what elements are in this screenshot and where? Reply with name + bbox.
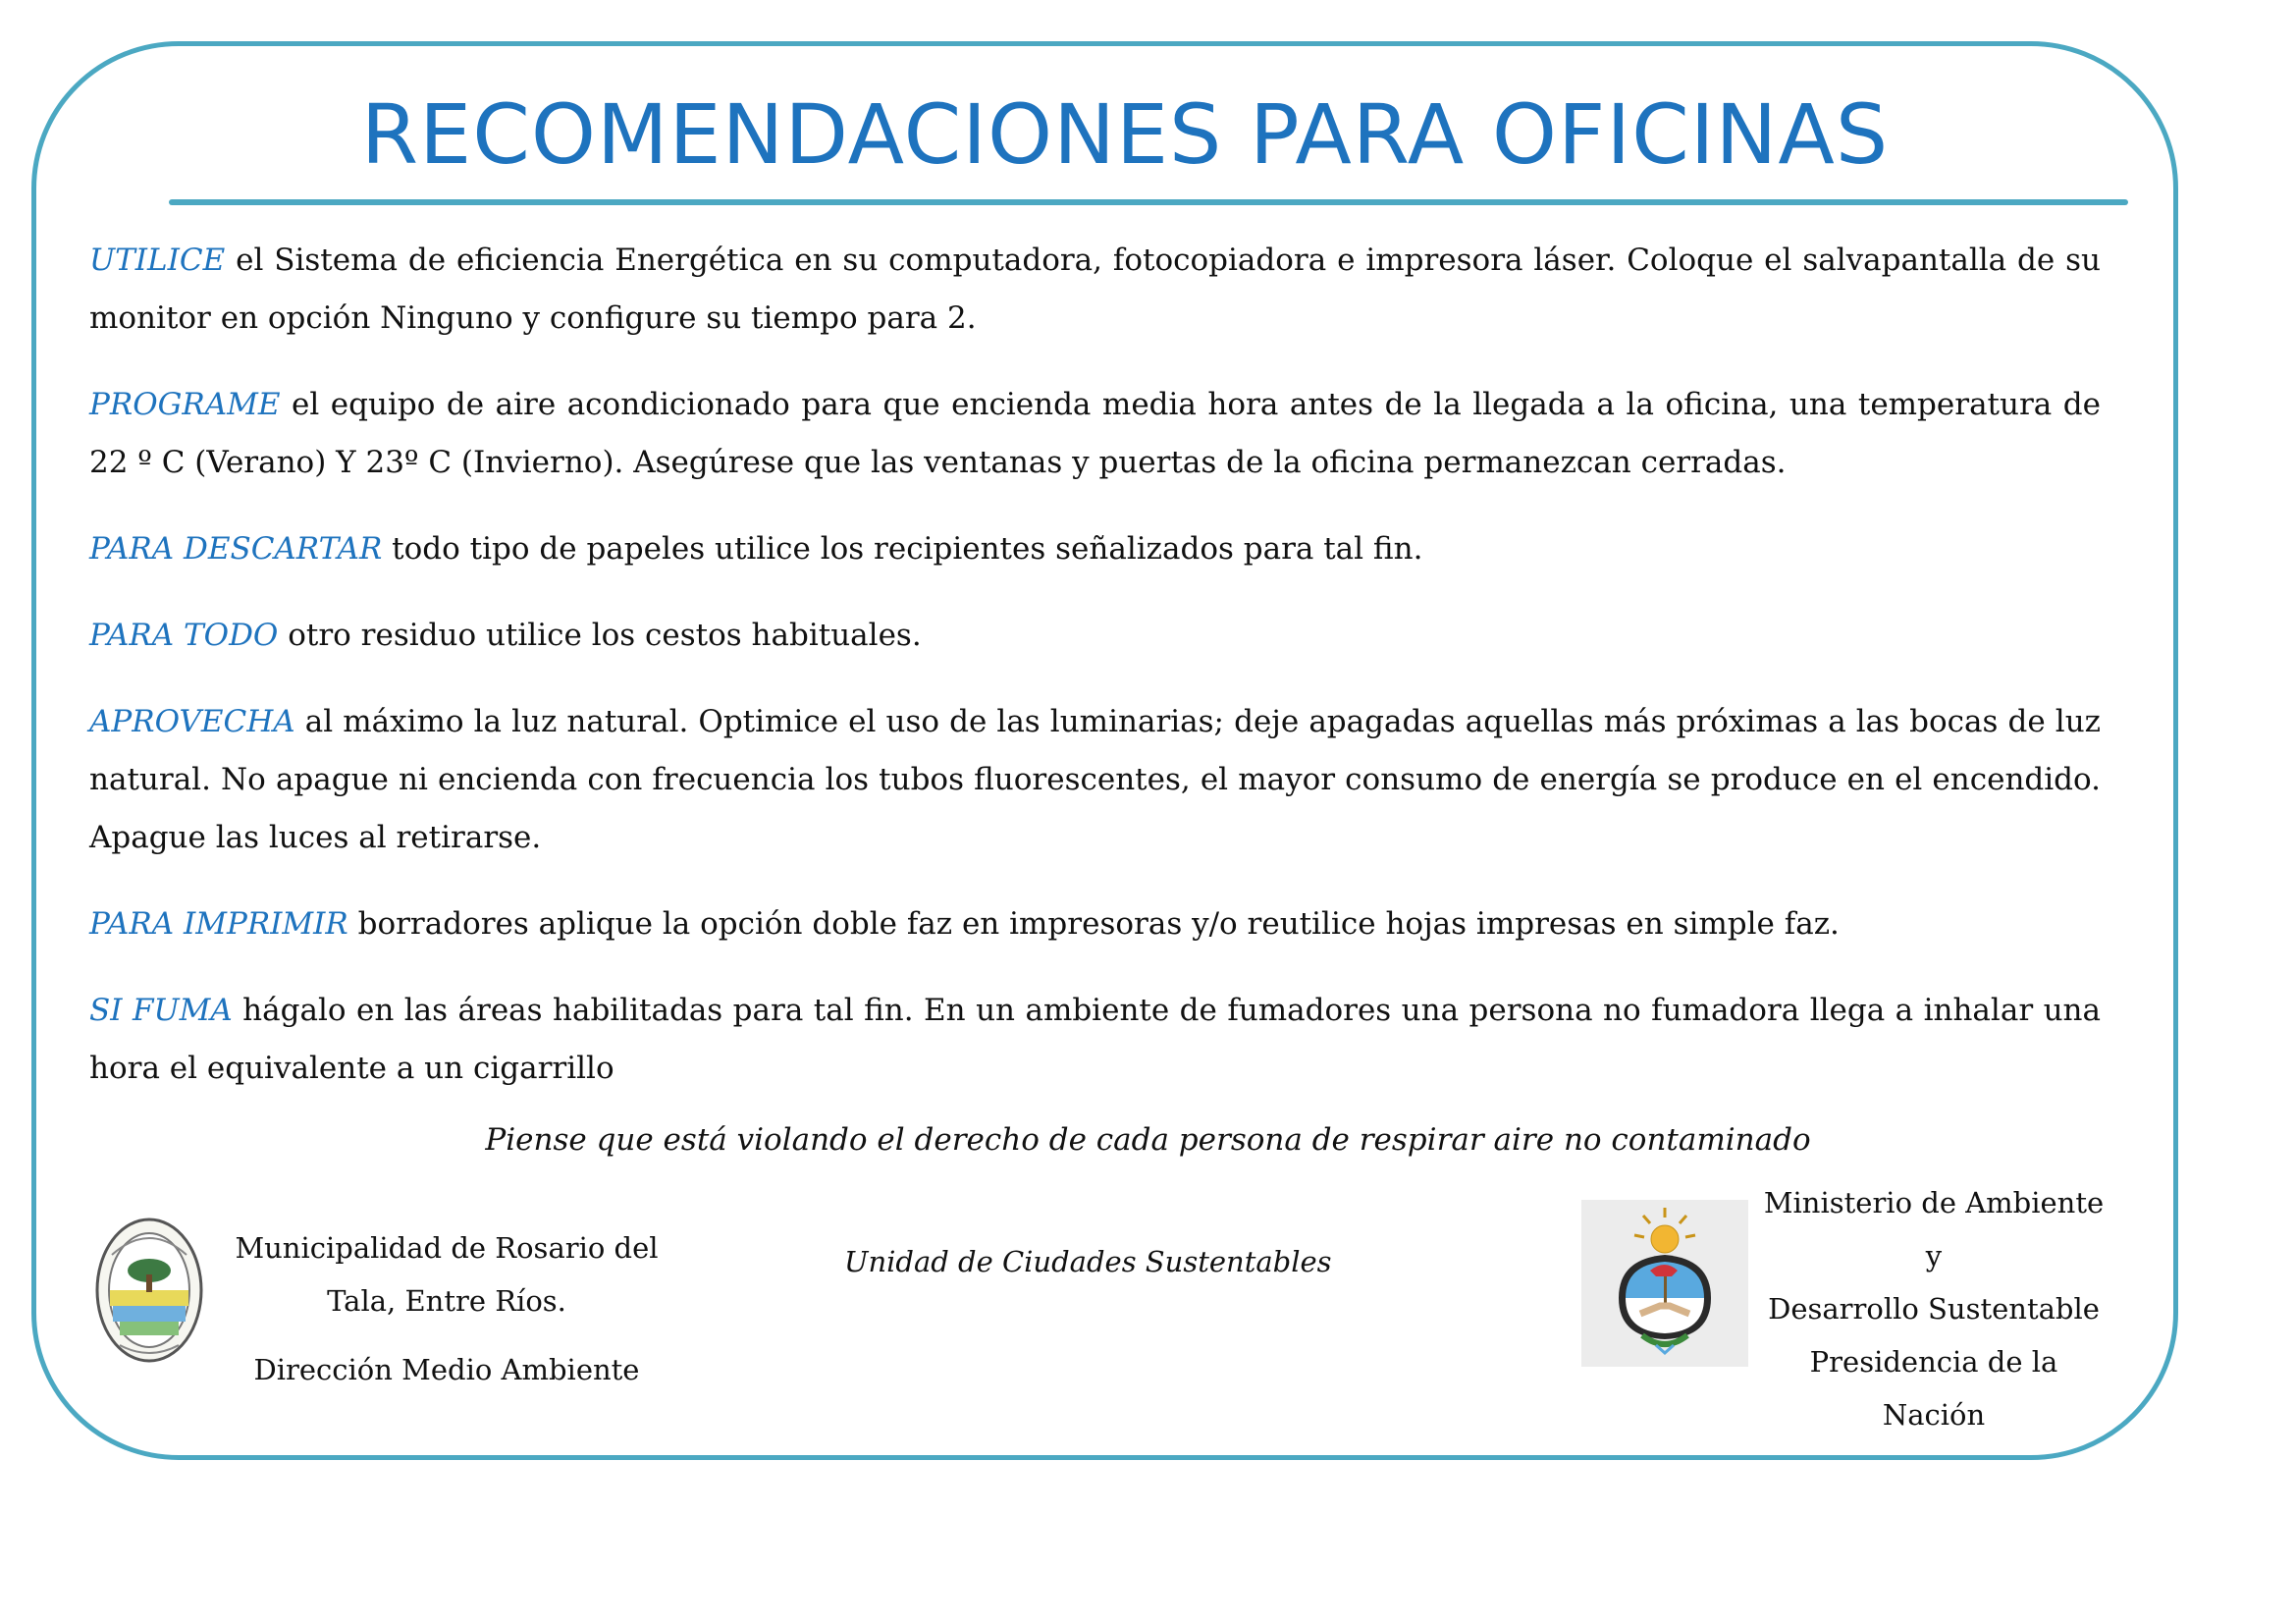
recommendation-item (89, 520, 2101, 578)
municipality-line: Tala, Entre Ríos. (327, 1284, 566, 1318)
ministry-name (1757, 1176, 2110, 1441)
recommendation-text: todo tipo de papeles utilice los recipientes señalizados para tal fin. (382, 531, 1423, 567)
recommendation-lead: PARA TODO (89, 618, 279, 653)
ministry-line: Presidencia de la Nación (1809, 1345, 2058, 1432)
recommendation-lead: UTILICE (89, 243, 226, 278)
recommendation-item (89, 376, 2101, 492)
recommendation-lead: PARA IMPRIMIR (89, 906, 348, 942)
recommendation-lead: SI FUMA (89, 993, 233, 1028)
recommendation-text: al máximo la luz natural. Optimice el uso de las luminarias; deje apagadas aquellas más próximas a las bocas de luz natural. No apague ni encienda con frecuencia los tubos fluorescentes, el mayor consumo de energía se produce en el encendido. Apague las luces al retirarse. (89, 704, 2101, 855)
ministry-line: Ministerio de Ambiente y (1763, 1186, 2105, 1272)
page-title: RECOMENDACIONES PARA OFICINAS (360, 86, 1890, 183)
sustainable-cities-unit: Unidad de Ciudades Sustentables (844, 1245, 1332, 1278)
title-underline (169, 199, 2128, 205)
recommendation-item (89, 607, 2101, 665)
recommendation-lead: APROVECHA (89, 704, 295, 739)
municipality-line: Municipalidad de Rosario del (235, 1231, 659, 1265)
recommendations-list (89, 232, 2101, 1126)
recommendation-lead: PROGRAME (89, 387, 281, 422)
municipality-name (234, 1221, 660, 1327)
recommendation-text: el Sistema de eficiencia Energética en su computadora, fotocopiadora e impresora láser. Coloque el salvapantalla de su monitor en opción Ninguno y configure su tiempo para 2. (89, 243, 2101, 336)
national-coat-of-arms-logo (1581, 1200, 1748, 1367)
recommendation-text: otro residuo utilice los cestos habituales. (278, 618, 922, 653)
recommendation-item (89, 232, 2101, 348)
recommendation-lead: PARA DESCARTAR (89, 531, 383, 567)
ministry-line: Desarrollo Sustentable (1768, 1292, 2100, 1326)
recommendation-text: borradores aplique la opción doble faz en impresoras y/o reutilice hojas impresas en simple faz. (347, 906, 1840, 942)
municipality-department: Dirección Medio Ambiente (253, 1353, 640, 1386)
recommendation-item (89, 895, 2101, 953)
recommendation-text: hágalo en las áreas habilitadas para tal fin. En un ambiente de fumadores una persona no fumadora llega a inhalar una hora el equivalente a un cigarrillo (89, 993, 2102, 1086)
slogan: Piense que está violando el derecho de cada persona de respirar aire no contaminado (485, 1122, 1811, 1158)
recommendation-item (89, 693, 2101, 867)
municipal-seal-logo (94, 1216, 204, 1365)
recommendation-text: el equipo de aire acondicionado para que encienda media hora antes de la llegada a la oficina, una temperatura de 22 º C (Verano) Y 23º C (Invierno). Asegúrese que las ventanas y puertas de la oficina permanezcan cerradas. (89, 387, 2101, 480)
recommendation-item (89, 982, 2101, 1098)
